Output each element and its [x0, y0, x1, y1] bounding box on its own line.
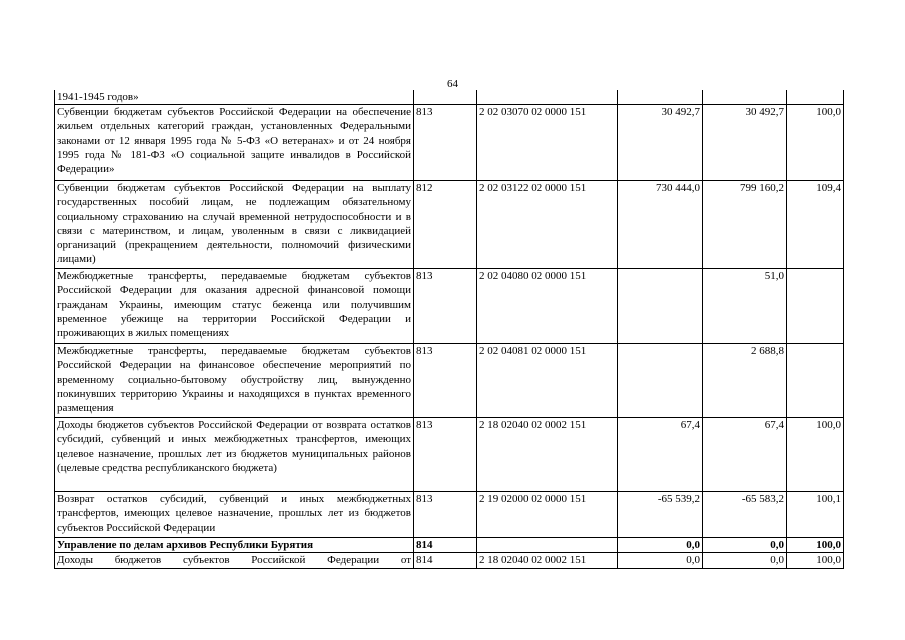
- row-name: Возврат остатков субсидий, субвенций и иных межбюджетных трансфертов, имеющих целевое назначение, прошлых лет из бюджетов субъектов Российской Федерации: [55, 492, 414, 538]
- row-name: Субвенции бюджетам субъектов Российской Федерации на выплату государственных пособий лицам, не подлежащим обязательному социальному страхованию на случай временной нетрудоспособности и в связи с материнством, и лицам, уволенным в связи с ликвидацией организаций (прекращением деятельности, полномочий физическими лицами): [55, 181, 414, 269]
- row-percent: 100,0: [787, 538, 844, 553]
- row-admin-code: 812: [414, 181, 477, 269]
- row-actual-value: -65 583,2: [703, 492, 787, 538]
- row-admin-code: 814: [414, 553, 477, 568]
- row-percent: [787, 344, 844, 418]
- row-plan-value: 30 492,7: [618, 105, 703, 181]
- row-actual-value: 0,0: [703, 538, 787, 553]
- row-actual-value: [703, 90, 787, 105]
- row-plan-value: [618, 344, 703, 418]
- row-name: Доходы бюджетов субъектов Российской Федерации от: [55, 553, 414, 568]
- table-row: [55, 105, 844, 181]
- row-percent: [787, 90, 844, 105]
- row-admin-code: 813: [414, 418, 477, 492]
- row-admin-code: 813: [414, 269, 477, 344]
- row-revenue-code: 2 19 02000 02 0000 151: [477, 492, 618, 538]
- row-admin-code: 814: [414, 538, 477, 553]
- row-plan-value: 0,0: [618, 538, 703, 553]
- row-actual-value: 67,4: [703, 418, 787, 492]
- row-name: Межбюджетные трансферты, передаваемые бюджетам субъектов Российской Федерации для оказания адресной финансовой помощи гражданам Украины, имеющим статус беженца или получившим временное убежище на территории Российской Федерации и проживающих в жилых помещениях: [55, 269, 414, 344]
- row-plan-value: -65 539,2: [618, 492, 703, 538]
- row-admin-code: 813: [414, 344, 477, 418]
- row-revenue-code: 2 18 02040 02 0002 151: [477, 553, 618, 568]
- table-row: [55, 418, 844, 492]
- row-plan-value: 0,0: [618, 553, 703, 568]
- row-revenue-code: 2 02 03070 02 0000 151: [477, 105, 618, 181]
- row-name: 1941-1945 годов»: [55, 90, 414, 105]
- row-revenue-code: 2 02 04081 02 0000 151: [477, 344, 618, 418]
- row-name: Доходы бюджетов субъектов Российской Федерации от возврата остатков субсидий, субвенций и иных межбюджетных трансфертов, имеющих целевое назначение, прошлых лет из бюджетов муниципальных районов (целевые средства республиканского бюджета): [55, 418, 414, 492]
- row-admin-code: 813: [414, 492, 477, 538]
- row-revenue-code: 2 18 02040 02 0002 151: [477, 418, 618, 492]
- row-plan-value: 67,4: [618, 418, 703, 492]
- table-row: [55, 492, 844, 538]
- row-revenue-code: 2 02 04080 02 0000 151: [477, 269, 618, 344]
- row-plan-value: [618, 90, 703, 105]
- row-percent: 100,0: [787, 553, 844, 568]
- row-revenue-code: 2 02 03122 02 0000 151: [477, 181, 618, 269]
- row-name: Межбюджетные трансферты, передаваемые бюджетам субъектов Российской Федерации на финансовое обеспечение мероприятий по временному социально-бытовому обустройству лиц, вынужденно покинувших территорию Украины и находящихся в пунктах временного размещения: [55, 344, 414, 418]
- table-row: [55, 553, 844, 568]
- row-percent: 109,4: [787, 181, 844, 269]
- row-revenue-code: [477, 538, 618, 553]
- page-number: 64: [447, 78, 458, 90]
- row-plan-value: 730 444,0: [618, 181, 703, 269]
- row-actual-value: 30 492,7: [703, 105, 787, 181]
- table-row: [55, 269, 844, 344]
- row-admin-code: [414, 90, 477, 105]
- row-admin-code: 813: [414, 105, 477, 181]
- row-percent: 100,0: [787, 105, 844, 181]
- row-actual-value: 799 160,2: [703, 181, 787, 269]
- row-revenue-code: [477, 90, 618, 105]
- row-name: Управление по делам архивов Республики Бурятия: [55, 538, 414, 553]
- row-plan-value: [618, 269, 703, 344]
- table-row: [55, 344, 844, 418]
- table-row: [55, 90, 844, 105]
- table-row-section-header: [55, 538, 844, 553]
- row-name: Субвенции бюджетам субъектов Российской Федерации на обеспечение жильем отдельных категорий граждан, установленных Федеральными законами от 12 января 1995 года № 5-ФЗ «О ветеранах» и от 24 ноября 1995 года № 181-ФЗ «О социальной защите инвалидов в Российской Федерации»: [55, 105, 414, 181]
- row-actual-value: 0,0: [703, 553, 787, 568]
- row-percent: 100,1: [787, 492, 844, 538]
- row-actual-value: 2 688,8: [703, 344, 787, 418]
- table-row: [55, 181, 844, 269]
- row-percent: 100,0: [787, 418, 844, 492]
- row-percent: [787, 269, 844, 344]
- row-actual-value: 51,0: [703, 269, 787, 344]
- revenue-table: [54, 90, 844, 569]
